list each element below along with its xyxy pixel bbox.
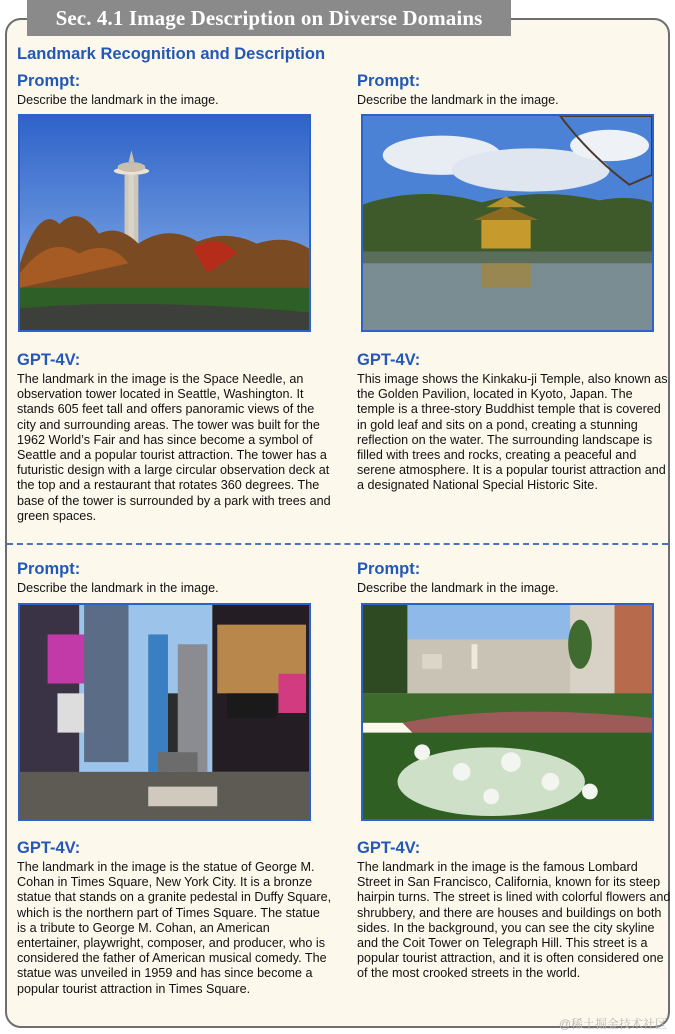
prompt-text: Describe the landmark in the image. [17,93,219,107]
prompt-text: Describe the landmark in the image. [357,93,559,107]
prompt-label: Prompt: [17,560,81,578]
gpt-label: GPT-4V: [357,839,421,857]
response-text: The landmark in the image is the statue of George M. Cohan in Times Square, New York City. It is a bronze statue that stands on a granite pedestal in Duffy Square, which is the northern part of Times Square. The statue is a tribute to George M. Cohan, an American entertainer, playwright, composer, and producer, who is considered the father of American musical comedy. The statue was unveiled in 1959 and has since become a popular tourist attraction in Times Square. [17,860,332,996]
dashed-divider [7,543,668,545]
watermark: @稀土掘金技术社区 [558,1017,667,1031]
gpt-label: GPT-4V: [357,351,421,369]
prompt-text: Describe the landmark in the image. [17,581,219,595]
kinkakuji-photo [361,114,654,332]
gpt-label: GPT-4V: [17,351,81,369]
section-title: Landmark Recognition and Description [17,45,326,63]
prompt-label: Prompt: [357,72,421,90]
times-square-photo [18,603,311,821]
section-tab: Sec. 4.1 Image Description on Diverse Domains [27,0,511,36]
response-text: The landmark in the image is the Space Needle, an observation tower located in Seattle, Washington. It stands 605 feet tall and offers panoramic views of the city and surrounding areas. The tower was built for the 1962 World’s Fair and has since become a symbol of Seattle and a popular tourist attraction. The tower has a futuristic design with a large circular observation deck at the top and a restaurant that rotates 360 degrees. The base of the tower is surrounded by a park with trees and green spaces. [17,372,331,523]
response-text: The landmark in the image is the famous Lombard Street in San Francisco, California, known for its steep hairpin turns. The street is lined with colorful flowers and shrubbery, and there are houses and buildings on both sides. In the background, you can see the city skyline and the Coit Tower on Telegraph Hill. This street is a popular tourist attraction, and it is often considered one of the most crooked streets in the world. [357,860,671,981]
gpt-label: GPT-4V: [17,839,81,857]
lombard-street-photo [361,603,654,821]
prompt-label: Prompt: [17,72,81,90]
prompt-text: Describe the landmark in the image. [357,581,559,595]
response-text: This image shows the Kinkaku-ji Temple, also known as the Golden Pavilion, located in Kyoto, Japan. The temple is a three-story Buddhist temple that is covered in gold leaf and sits on a pond, creating a stunning reflection on the water. The surrounding landscape is filled with trees and rocks, creating a peaceful and serene atmosphere. It is a popular tourist attraction and a designated National Special Historic Site. [357,372,668,493]
prompt-label: Prompt: [357,560,421,578]
space-needle-photo [18,114,311,332]
